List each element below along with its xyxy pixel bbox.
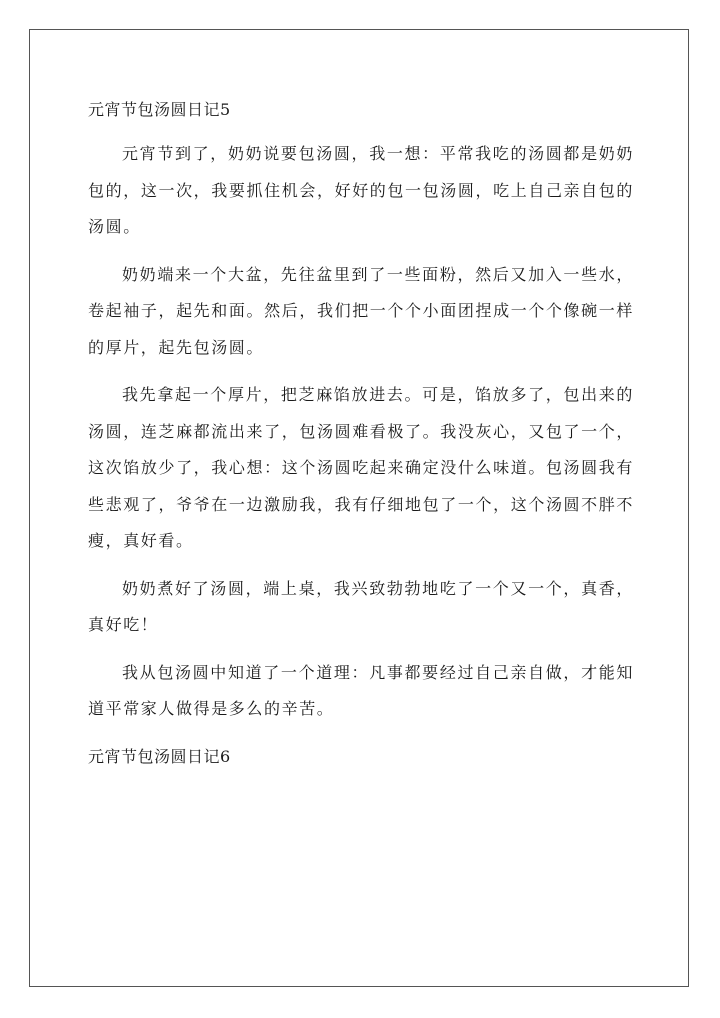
section-heading-5: 元宵节包汤圆日记5 (88, 100, 231, 119)
paragraph-2: 奶奶端来一个大盆，先往盆里到了一些面粉，然后又加入一些水，卷起袖子，起先和面。然后，我们把一个个小面团捏成一个个像碗一样的厚片，起先包汤圆。 (88, 264, 634, 357)
paragraph-4: 奶奶煮好了汤圆，端上桌，我兴致勃勃地吃了一个又一个，真香，真好吃！ (88, 578, 634, 634)
paragraph-3: 我先拿起一个厚片，把芝麻馅放进去。可是，馅放多了，包出来的汤圆，连芝麻都流出来了，包汤圆难看极了。我没灰心，又包了一个，这次馅放少了，我心想：这个汤圆吃起来确定没什么味道。包汤圆我有些悲观了，爷爷在一边激励我，我有仔细地包了一个，这个汤圆不胖不瘦，真好看。 (88, 385, 634, 550)
document-body (88, 92, 634, 775)
paragraph-1: 元宵节到了，奶奶说要包汤圆，我一想：平常我吃的汤圆都是奶奶包的，这一次，我要抓住机会，好好的包一包汤圆，吃上自己亲自包的汤圆。 (88, 144, 634, 236)
section-heading-6: 元宵节包汤圆日记6 (88, 746, 231, 766)
paragraph-5: 我从包汤圆中知道了一个道理：凡事都要经过自己亲自做，才能知道平常家人做得是多么的辛苦。 (88, 662, 634, 718)
